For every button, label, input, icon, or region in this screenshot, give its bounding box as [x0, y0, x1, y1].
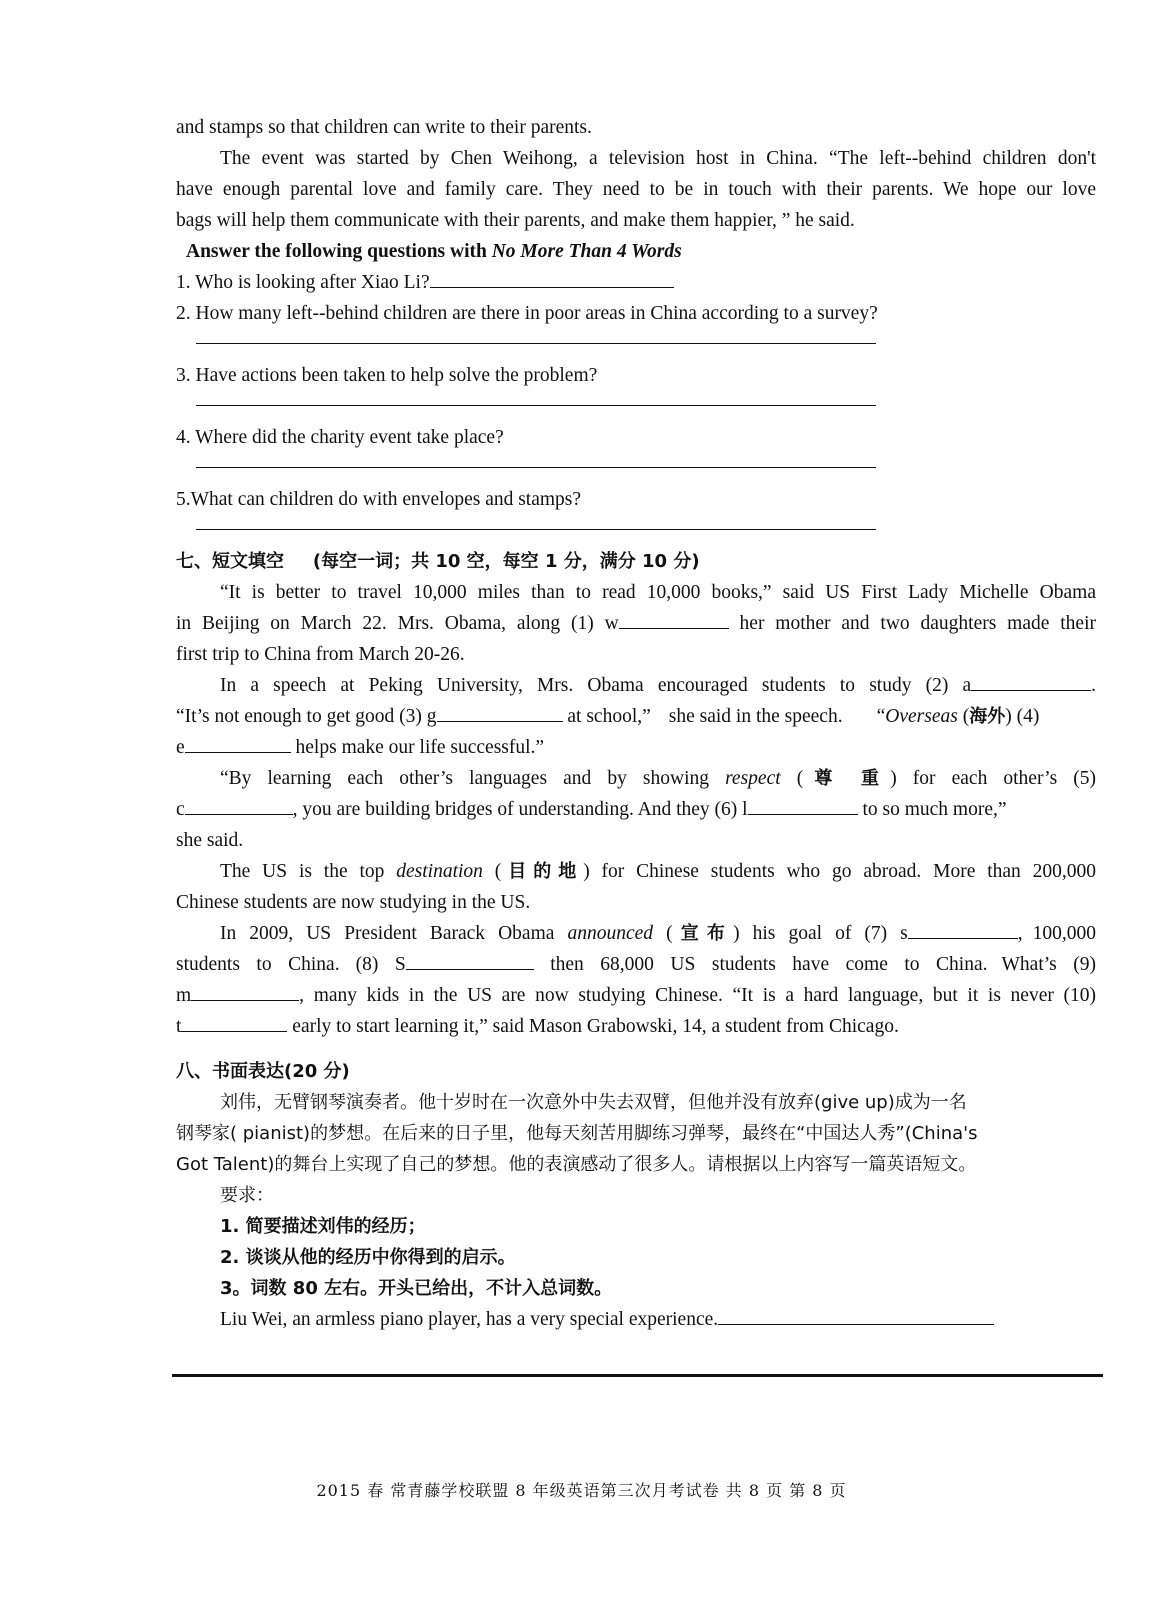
answer-line[interactable] — [176, 453, 1096, 484]
section7-heading — [176, 546, 1096, 577]
cloze-blank-10[interactable] — [181, 1011, 287, 1032]
section7-note: (每空一词；共 10 空，每空 1 分，满分 10 分) — [312, 551, 700, 572]
cloze-text: , you are building bridges of understanding. And they (6) l — [292, 799, 748, 820]
cloze-line — [176, 794, 1096, 825]
cloze-text: ) his goal of (7) s — [733, 923, 908, 944]
cloze-line — [176, 670, 1096, 701]
cloze-line — [176, 980, 1096, 1011]
cloze-text: destination — [396, 861, 483, 882]
cloze-text: ) for each other’s (5) — [890, 768, 1096, 789]
cloze-text: “It’s not enough to get good (3) g — [176, 706, 437, 727]
cloze-gloss: 尊 重 — [803, 768, 891, 789]
cloze-text: ( — [957, 706, 970, 727]
cloze-text: The US is the top — [220, 861, 397, 882]
cloze-line — [176, 856, 1096, 887]
cloze-text: ) for Chinese students who go abroad. More than 200,000 — [583, 861, 1097, 882]
cloze-text: she said in the speech. — [668, 706, 843, 727]
cloze-text: c — [176, 799, 185, 820]
cloze-blank-7[interactable] — [908, 918, 1018, 939]
cloze-blank-5[interactable] — [185, 794, 293, 815]
cloze-text: early to start learning it,” said Mason Grabowski, 14, a student from Chicago. — [287, 1016, 899, 1037]
cloze-text: , — [1017, 923, 1023, 944]
page-footer: 2015 春 常青藤学校联盟 8 年级英语第三次月考试卷 共 8 页 第 8 页 — [316, 1481, 847, 1500]
question-3: 3. Have actions been taken to help solve the problem? — [176, 365, 598, 386]
cloze-blank-1[interactable] — [619, 608, 729, 629]
cloze-text: helps make our life successful.” — [290, 737, 545, 758]
cloze-text: ) (4) — [1005, 706, 1040, 727]
instruction-emphasis: No More Than 4 Words — [491, 241, 682, 262]
opening-sentence: Liu Wei, an armless piano player, has a very special experience. — [220, 1309, 719, 1330]
cloze-text: then 68,000 US students have come to China. — [533, 954, 988, 975]
cloze-text: e — [176, 737, 185, 758]
question-1 — [176, 267, 1096, 298]
cloze-line: Chinese students are now studying in the US. — [176, 892, 531, 913]
question-4: 4. Where did the charity event take place? — [176, 427, 504, 448]
cloze-line: first trip to China from March 20-26. — [176, 644, 465, 665]
cloze-text: to so much more,” — [857, 799, 1007, 820]
section8-title: 八、书面表达(20 分) — [176, 1061, 350, 1082]
section-divider — [172, 1374, 1103, 1377]
exam-page — [176, 112, 1096, 1335]
cloze-line — [176, 701, 1096, 732]
question-5: 5.What can children do with envelopes and stamps? — [176, 489, 582, 510]
cloze-text: “ — [876, 706, 886, 727]
cloze-blank-3[interactable] — [437, 701, 563, 722]
essay-writing-line[interactable] — [718, 1304, 994, 1325]
requirement-2: 2. 谈谈从他的经历中你得到的启示。 — [220, 1247, 516, 1268]
cloze-gloss: 海外 — [969, 706, 1006, 727]
cloze-line: she said. — [176, 830, 244, 851]
cloze-line — [176, 763, 1096, 794]
answer-line[interactable] — [176, 515, 1096, 546]
reading-line: have enough parental love and family care. They need to be in touch with their parents. We hope our love — [176, 179, 1096, 200]
cloze-blank-8[interactable] — [406, 949, 534, 970]
cloze-text: 100,000 — [1032, 923, 1096, 944]
cloze-blank-6[interactable] — [748, 794, 858, 815]
section7-title: 七、短文填空 — [176, 551, 284, 572]
answer-line[interactable] — [176, 329, 1096, 360]
cloze-text: (8) S — [355, 954, 406, 975]
cloze-blank-9[interactable] — [191, 980, 299, 1001]
cloze-text: In 2009, US President Barack Obama — [220, 923, 568, 944]
cloze-line: “It is better to travel 10,000 miles than to read 10,000 books,” said US First Lady Michelle Obama — [220, 582, 1096, 603]
cloze-line — [176, 608, 1096, 639]
cloze-text: m — [176, 985, 192, 1006]
cloze-line — [176, 1011, 1096, 1042]
cloze-blank-2[interactable] — [971, 670, 1091, 691]
cloze-text: . — [1091, 675, 1096, 696]
cloze-blank-4[interactable] — [185, 732, 291, 753]
reading-line: The event was started by Chen Weihong, a television host in China. “The left--behind children don't — [220, 148, 1096, 169]
cloze-gloss: 宣布 — [672, 923, 734, 944]
cloze-text: respect — [725, 768, 781, 789]
answer-line[interactable] — [176, 391, 1096, 422]
cloze-line — [176, 918, 1096, 949]
question-2: 2. How many left--behind children are there in poor areas in China according to a survey? — [176, 303, 878, 324]
requirement-1: 1. 简要描述刘伟的经历； — [220, 1216, 426, 1237]
reading-line: bags will help them communicate with their parents, and make them happier, ” he said. — [176, 210, 855, 231]
prompt-line: Got Talent)的舞台上实现了自己的梦想。他的表演感动了很多人。请根据以上内容写一篇英语短文。 — [176, 1154, 977, 1175]
cloze-text: announced — [567, 923, 654, 944]
cloze-line — [176, 949, 1096, 980]
prompt-line: 钢琴家( pianist)的梦想。在后来的日子里，他每天刻苦用脚练习弹琴，最终在“中国达人秀”(China's — [176, 1123, 978, 1144]
cloze-text: at school,” — [562, 706, 651, 727]
instruction-text: Answer the following questions with — [186, 241, 492, 262]
cloze-gloss: 目的地 — [501, 861, 584, 882]
cloze-text: students to China. — [176, 954, 340, 975]
prompt-line: 刘伟，无臂钢琴演奏者。他十岁时在一次意外中失去双臂，但他并没有放弃(give up)成为一名 — [220, 1092, 967, 1113]
cloze-text: ( — [482, 861, 502, 882]
cloze-text: ( — [653, 923, 673, 944]
cloze-text: In a speech at Peking University, Mrs. Obama encouraged students to study (2) a — [220, 675, 972, 696]
answer-blank[interactable] — [430, 267, 674, 288]
cloze-text: her mother and two daughters made their — [728, 613, 1096, 634]
cloze-text: What’s (9) — [1001, 954, 1097, 975]
cloze-text: in Beijing on March 22. Mrs. Obama, along (1) w — [176, 613, 619, 634]
cloze-text: t — [176, 1016, 182, 1037]
requirement-3: 3。词数 80 左右。开头已给出，不计入总词数。 — [220, 1278, 613, 1299]
cloze-text: ( — [780, 768, 804, 789]
cloze-text: Overseas — [885, 706, 958, 727]
questions-instruction — [176, 236, 1096, 267]
cloze-text: “By learning each other’s languages and by showing — [220, 768, 726, 789]
essay-opening — [176, 1304, 1096, 1335]
reading-line: and stamps so that children can write to their parents. — [176, 117, 592, 138]
requirements-title: 要求： — [220, 1185, 274, 1206]
cloze-text: , many kids in the US are now studying Chinese. “It is a hard language, but it is never (10) — [299, 985, 1096, 1006]
cloze-line — [176, 732, 1096, 763]
question-text: 1. Who is looking after Xiao Li? — [176, 272, 430, 293]
